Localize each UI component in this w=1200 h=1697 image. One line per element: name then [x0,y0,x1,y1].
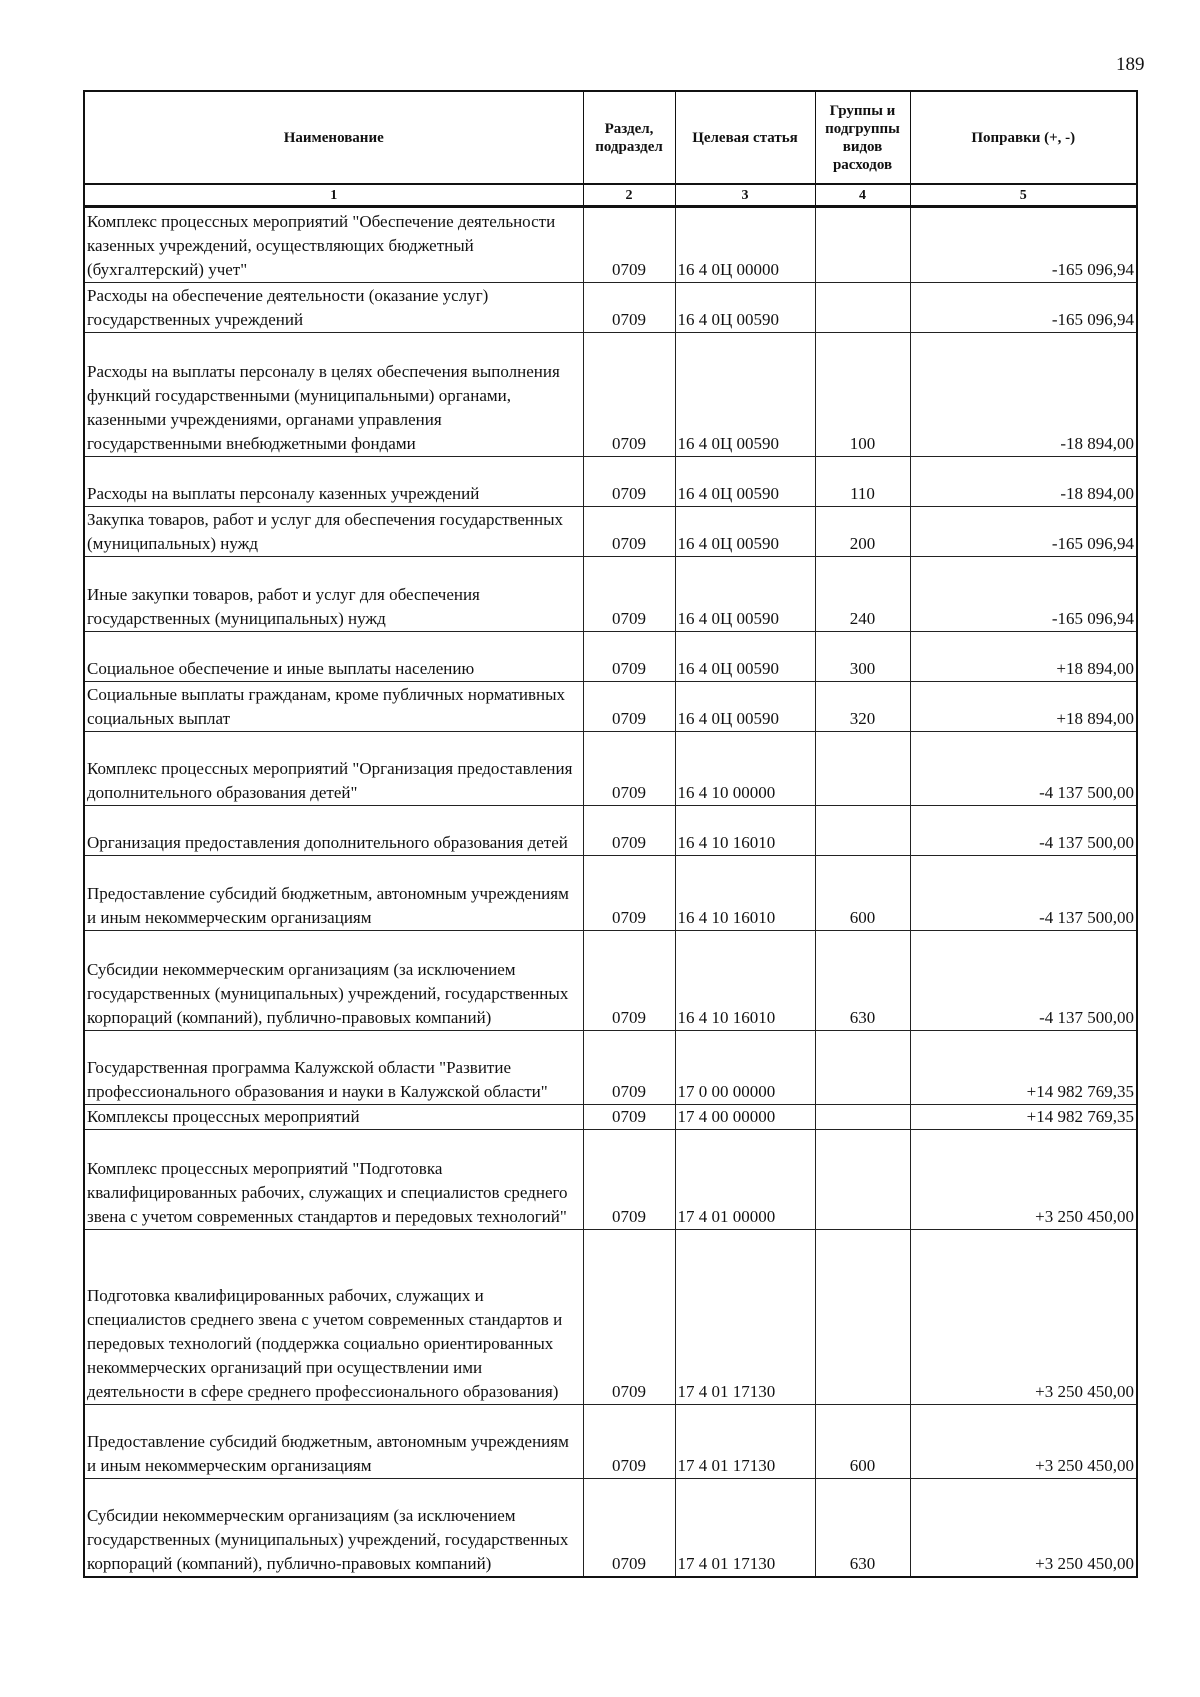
row-amount: +14 982 769,35 [910,1105,1137,1130]
row-target: 16 4 0Ц 00590 [675,507,815,557]
row-group [815,1230,910,1405]
row-section: 0709 [583,732,675,806]
column-number: 1 [84,184,583,207]
table-row [84,557,1137,632]
column-number: 4 [815,184,910,207]
row-target: 17 4 01 00000 [675,1130,815,1230]
row-group [815,1031,910,1105]
table-row [84,1479,1137,1577]
table-row [84,856,1137,931]
row-amount: +3 250 450,00 [910,1130,1137,1230]
table-row [84,806,1137,856]
row-section: 0709 [583,457,675,507]
column-number-row [84,184,1137,207]
row-group [815,283,910,333]
table-row [84,1105,1137,1130]
row-amount: +3 250 450,00 [910,1479,1137,1577]
row-group [815,806,910,856]
row-target: 16 4 0Ц 00590 [675,457,815,507]
row-name: Предоставление субсидий бюджетным, автономным учреждениям и иным некоммерческим организациям [84,856,583,931]
row-section: 0709 [583,507,675,557]
row-amount: +18 894,00 [910,632,1137,682]
row-section: 0709 [583,1479,675,1577]
row-amount: -165 096,94 [910,557,1137,632]
row-name: Закупка товаров, работ и услуг для обеспечения государственных (муниципальных) нужд [84,507,583,557]
row-amount: +18 894,00 [910,682,1137,732]
row-target: 16 4 10 00000 [675,732,815,806]
row-name: Подготовка квалифицированных рабочих, служащих и специалистов среднего звена с учетом современных стандартов и передовых технологий (поддержка социально ориентированных некоммерческих организаций при осуществлении ими деятельности в сфере среднего профессионального образования) [84,1230,583,1405]
row-group: 630 [815,1479,910,1577]
header-section: Раздел, подраздел [583,91,675,184]
row-name: Субсидии некоммерческим организациям (за исключением государственных (муниципальных) учреждений, государственных корпораций (компаний), публично-правовых компаний) [84,931,583,1031]
table-row [84,632,1137,682]
header-target: Целевая статья [675,91,815,184]
column-number: 3 [675,184,815,207]
row-group [815,732,910,806]
table-row [84,1230,1137,1405]
row-section: 0709 [583,207,675,283]
row-name: Предоставление субсидий бюджетным, автономным учреждениям и иным некоммерческим организациям [84,1405,583,1479]
row-amount: +3 250 450,00 [910,1405,1137,1479]
row-name: Социальное обеспечение и иные выплаты населению [84,632,583,682]
row-target: 17 4 01 17130 [675,1230,815,1405]
row-group: 600 [815,1405,910,1479]
row-section: 0709 [583,1230,675,1405]
row-amount: -18 894,00 [910,457,1137,507]
row-amount: -4 137 500,00 [910,931,1137,1031]
row-group: 110 [815,457,910,507]
row-section: 0709 [583,283,675,333]
row-section: 0709 [583,1105,675,1130]
row-target: 16 4 0Ц 00590 [675,283,815,333]
row-amount: -165 096,94 [910,283,1137,333]
table-row [84,207,1137,283]
row-target: 16 4 10 16010 [675,856,815,931]
row-name: Иные закупки товаров, работ и услуг для обеспечения государственных (муниципальных) нужд [84,557,583,632]
row-section: 0709 [583,856,675,931]
row-target: 16 4 0Ц 00590 [675,632,815,682]
row-amount: -165 096,94 [910,207,1137,283]
row-name: Организация предоставления дополнительного образования детей [84,806,583,856]
row-target: 17 4 00 00000 [675,1105,815,1130]
row-amount: -4 137 500,00 [910,856,1137,931]
row-section: 0709 [583,333,675,457]
table-row [84,333,1137,457]
row-name: Государственная программа Калужской области "Развитие профессионального образования и науки в Калужской области" [84,1031,583,1105]
table-row [84,1130,1137,1230]
row-group [815,207,910,283]
row-section: 0709 [583,1031,675,1105]
row-group: 300 [815,632,910,682]
row-section: 0709 [583,682,675,732]
row-amount: -18 894,00 [910,333,1137,457]
row-name: Комплекс процессных мероприятий "Обеспечение деятельности казенных учреждений, осуществляющих бюджетный (бухгалтерский) учет" [84,207,583,283]
table-row [84,1405,1137,1479]
row-section: 0709 [583,632,675,682]
budget-amendments-table [83,90,1138,1578]
row-group: 240 [815,557,910,632]
row-target: 16 4 10 16010 [675,806,815,856]
row-group: 100 [815,333,910,457]
row-amount: -4 137 500,00 [910,732,1137,806]
row-group: 600 [815,856,910,931]
column-number: 2 [583,184,675,207]
row-group: 200 [815,507,910,557]
column-number: 5 [910,184,1137,207]
row-amount: +14 982 769,35 [910,1031,1137,1105]
row-group [815,1130,910,1230]
table-row [84,457,1137,507]
row-section: 0709 [583,1130,675,1230]
row-target: 16 4 10 16010 [675,931,815,1031]
row-target: 17 4 01 17130 [675,1479,815,1577]
row-name: Расходы на обеспечение деятельности (оказание услуг) государственных учреждений [84,283,583,333]
table-row [84,682,1137,732]
row-target: 16 4 0Ц 00590 [675,682,815,732]
header-groups: Группы и подгруппы видов расходов [815,91,910,184]
table-row [84,1031,1137,1105]
row-name: Комплексы процессных мероприятий [84,1105,583,1130]
row-name: Субсидии некоммерческим организациям (за исключением государственных (муниципальных) учреждений, государственных корпораций (компаний), публично-правовых компаний) [84,1479,583,1577]
header-name: Наименование [84,91,583,184]
row-group: 320 [815,682,910,732]
row-target: 17 0 00 00000 [675,1031,815,1105]
row-name: Комплекс процессных мероприятий "Организация предоставления дополнительного образования детей" [84,732,583,806]
row-section: 0709 [583,557,675,632]
row-amount: -4 137 500,00 [910,806,1137,856]
row-target: 16 4 0Ц 00000 [675,207,815,283]
row-section: 0709 [583,1405,675,1479]
row-section: 0709 [583,931,675,1031]
row-name: Социальные выплаты гражданам, кроме публичных нормативных социальных выплат [84,682,583,732]
row-name: Комплекс процессных мероприятий "Подготовка квалифицированных рабочих, служащих и специалистов среднего звена с учетом современных стандартов и передовых технологий" [84,1130,583,1230]
table-row [84,507,1137,557]
row-group [815,1105,910,1130]
table-row [84,283,1137,333]
row-section: 0709 [583,806,675,856]
table-row [84,732,1137,806]
row-target: 16 4 0Ц 00590 [675,557,815,632]
row-amount: -165 096,94 [910,507,1137,557]
row-group: 630 [815,931,910,1031]
row-name: Расходы на выплаты персоналу казенных учреждений [84,457,583,507]
row-target: 17 4 01 17130 [675,1405,815,1479]
table-row [84,931,1137,1031]
row-name: Расходы на выплаты персоналу в целях обеспечения выполнения функций государственными (муниципальными) органами, казенными учреждениями, органами управления государственными внебюджетными фондами [84,333,583,457]
header-amendments: Поправки (+, -) [910,91,1137,184]
row-amount: +3 250 450,00 [910,1230,1137,1405]
row-target: 16 4 0Ц 00590 [675,333,815,457]
header-row [84,91,1137,184]
page-number: 189 [1116,54,1145,75]
